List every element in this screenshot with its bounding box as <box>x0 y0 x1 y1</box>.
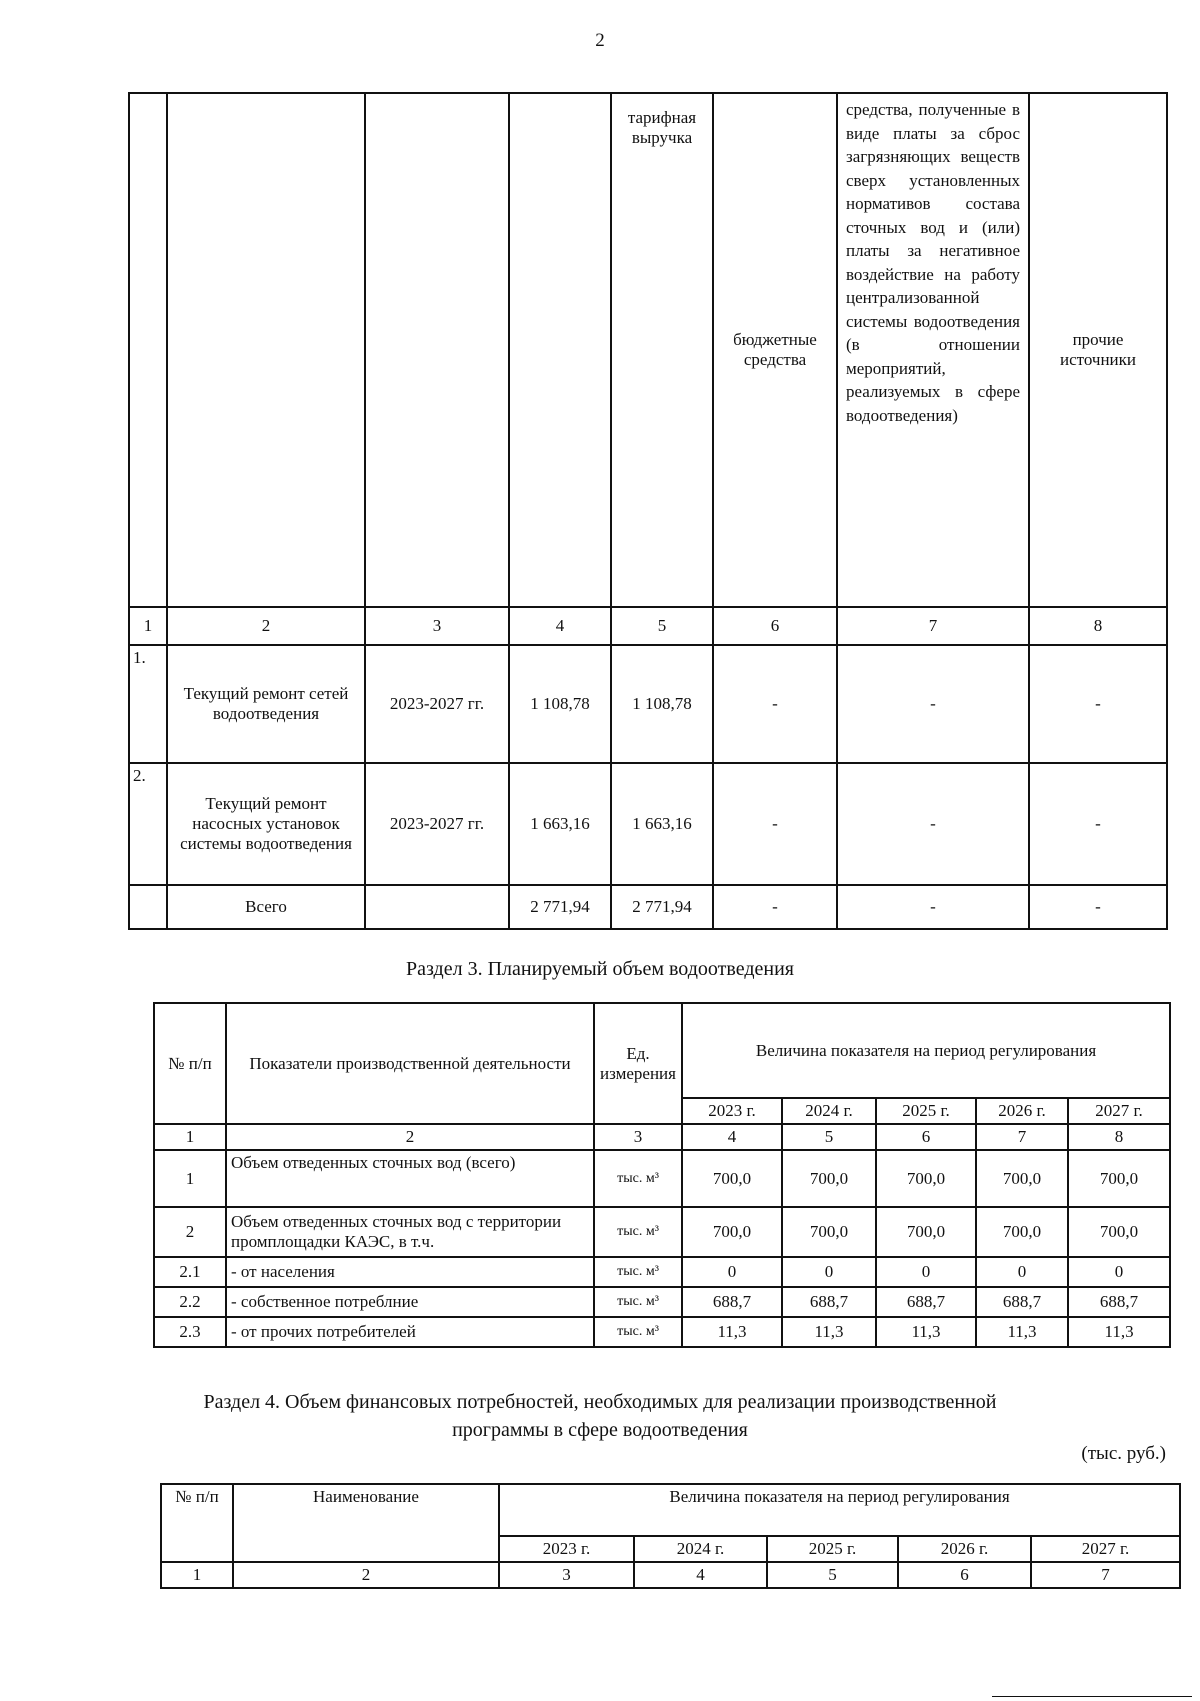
value-2024: 688,7 <box>782 1287 876 1317</box>
value-2026: 700,0 <box>976 1150 1068 1207</box>
financing-sources-table <box>128 92 1168 930</box>
value-2025: 11,3 <box>876 1317 976 1347</box>
year-header: 2027 г. <box>1031 1536 1180 1562</box>
row-number: 2 <box>154 1207 226 1257</box>
period: 2023-2027 гг. <box>365 763 509 885</box>
year-header: 2025 г. <box>876 1098 976 1124</box>
table-row <box>154 1150 1170 1207</box>
column-number: 8 <box>1068 1124 1170 1150</box>
year-header: 2027 г. <box>1068 1098 1170 1124</box>
column-number: 5 <box>767 1562 898 1588</box>
row-number: 1. <box>129 645 167 763</box>
year-header: 2024 г. <box>634 1536 767 1562</box>
column-number: 6 <box>713 607 837 645</box>
column-number: 3 <box>499 1562 634 1588</box>
bottom-rule <box>992 1696 1192 1697</box>
value-2024: 700,0 <box>782 1150 876 1207</box>
column-number: 5 <box>611 607 713 645</box>
unit: тыс. м³ <box>594 1207 682 1257</box>
indicator-name: - собственное потреблние <box>226 1287 594 1317</box>
value-2023: 688,7 <box>682 1287 782 1317</box>
tariff-amount: 1 663,16 <box>611 763 713 885</box>
header-period-value: Величина показателя на период регулирования <box>499 1484 1180 1536</box>
column-number: 2 <box>233 1562 499 1588</box>
unit: тыс. м³ <box>594 1317 682 1347</box>
column-number: 7 <box>1031 1562 1180 1588</box>
header-row-number: № п/п <box>161 1484 233 1562</box>
table-row <box>129 645 1167 763</box>
value-2023: 700,0 <box>682 1207 782 1257</box>
value-2024: 11,3 <box>782 1317 876 1347</box>
value-2025: 700,0 <box>876 1207 976 1257</box>
total-amount: 1 663,16 <box>509 763 611 885</box>
value-2026: 11,3 <box>976 1317 1068 1347</box>
period <box>365 885 509 929</box>
year-header: 2026 г. <box>898 1536 1031 1562</box>
wastewater-volume-table <box>153 1002 1171 1348</box>
value-2027: 11,3 <box>1068 1317 1170 1347</box>
column-number: 4 <box>634 1562 767 1588</box>
value-2026: 688,7 <box>976 1287 1068 1317</box>
total-row <box>129 885 1167 929</box>
value-2025: 688,7 <box>876 1287 976 1317</box>
total-amount: 1 108,78 <box>509 645 611 763</box>
value-2024: 0 <box>782 1257 876 1287</box>
section4-title-line2: программы в сфере водоотведения <box>452 1419 748 1441</box>
period: 2023-2027 гг. <box>365 645 509 763</box>
fees-amount: - <box>837 885 1029 929</box>
budget-amount: - <box>713 645 837 763</box>
fees-amount: - <box>837 763 1029 885</box>
row-number: 2.1 <box>154 1257 226 1287</box>
header-discharge-fees: средства, полученные в виде платы за сброс загрязняющих веществ сверх установленных нормативов состава сточных вод и (или) платы за негативное воздействие на работу централизованной системы водоотведения (в отношении мероприятий, реализуемых в сфере водоотведения) <box>837 93 1029 607</box>
unit: тыс. м³ <box>594 1150 682 1207</box>
year-header: 2025 г. <box>767 1536 898 1562</box>
fees-amount: - <box>837 645 1029 763</box>
column-number: 1 <box>154 1124 226 1150</box>
year-header: 2024 г. <box>782 1098 876 1124</box>
indicator-name: Объем отведенных сточных вод с территории промплощадки КАЭС, в т.ч. <box>226 1207 594 1257</box>
header-budget-funds: бюджетные средства <box>713 93 837 607</box>
value-2026: 0 <box>976 1257 1068 1287</box>
value-2027: 0 <box>1068 1257 1170 1287</box>
section3-title: Раздел 3. Планируемый объем водоотведения <box>406 958 794 980</box>
table-row <box>154 1207 1170 1257</box>
measure-name: Текущий ремонт насосных установок системы водоотведения <box>167 763 365 885</box>
column-number: 7 <box>976 1124 1068 1150</box>
column-number: 5 <box>782 1124 876 1150</box>
value-2026: 700,0 <box>976 1207 1068 1257</box>
column-number: 2 <box>167 607 365 645</box>
tariff-amount: 1 108,78 <box>611 645 713 763</box>
row-number: 1 <box>154 1150 226 1207</box>
indicator-name: Объем отведенных сточных вод (всего) <box>226 1150 594 1207</box>
total-amount: 2 771,94 <box>509 885 611 929</box>
table2-column-numbers-row <box>154 1124 1170 1150</box>
indicator-name: - от прочих потребителей <box>226 1317 594 1347</box>
header-other-sources: прочие источники <box>1029 93 1167 607</box>
year-header: 2026 г. <box>976 1098 1068 1124</box>
header-unit: Ед. измерения <box>594 1003 682 1124</box>
column-number: 3 <box>594 1124 682 1150</box>
column-number: 3 <box>365 607 509 645</box>
table2-header-row <box>154 1003 1170 1098</box>
header-period-value: Величина показателя на период регулирования <box>682 1003 1170 1098</box>
row-number: 2.3 <box>154 1317 226 1347</box>
unit: тыс. м³ <box>594 1257 682 1287</box>
value-2023: 0 <box>682 1257 782 1287</box>
value-2025: 700,0 <box>876 1150 976 1207</box>
value-2023: 700,0 <box>682 1150 782 1207</box>
other-amount: - <box>1029 645 1167 763</box>
year-header: 2023 г. <box>682 1098 782 1124</box>
column-number: 7 <box>837 607 1029 645</box>
column-number: 6 <box>876 1124 976 1150</box>
column-number: 2 <box>226 1124 594 1150</box>
budget-amount: - <box>713 885 837 929</box>
header-indicator: Показатели производственной деятельности <box>226 1003 594 1124</box>
page-number: 2 <box>595 30 605 51</box>
column-number: 4 <box>682 1124 782 1150</box>
row-number: 2.2 <box>154 1287 226 1317</box>
value-2027: 688,7 <box>1068 1287 1170 1317</box>
header-name: Наименование <box>233 1484 499 1562</box>
other-amount: - <box>1029 763 1167 885</box>
table1-column-numbers-row <box>129 607 1167 645</box>
financial-needs-table <box>160 1483 1181 1589</box>
column-number: 1 <box>161 1562 233 1588</box>
value-2027: 700,0 <box>1068 1207 1170 1257</box>
unit-note: (тыс. руб.) <box>1081 1443 1166 1464</box>
row-number <box>129 885 167 929</box>
value-2025: 0 <box>876 1257 976 1287</box>
table-row <box>154 1317 1170 1347</box>
tariff-amount: 2 771,94 <box>611 885 713 929</box>
table3-header-row <box>161 1484 1180 1536</box>
table-row <box>154 1287 1170 1317</box>
table-row <box>129 763 1167 885</box>
unit: тыс. м³ <box>594 1287 682 1317</box>
column-number: 8 <box>1029 607 1167 645</box>
column-number: 6 <box>898 1562 1031 1588</box>
column-number: 1 <box>129 607 167 645</box>
value-2027: 700,0 <box>1068 1150 1170 1207</box>
measure-name: Текущий ремонт сетей водоотведения <box>167 645 365 763</box>
header-row-number: № п/п <box>154 1003 226 1124</box>
header-tariff-revenue: тарифная выручка <box>611 93 713 607</box>
indicator-name: - от населения <box>226 1257 594 1287</box>
value-2024: 700,0 <box>782 1207 876 1257</box>
budget-amount: - <box>713 763 837 885</box>
table3-column-numbers-row <box>161 1562 1180 1588</box>
value-2023: 11,3 <box>682 1317 782 1347</box>
section4-title-line1: Раздел 4. Объем финансовых потребностей, необходимых для реализации производственной <box>203 1391 997 1413</box>
total-label: Всего <box>167 885 365 929</box>
row-number: 2. <box>129 763 167 885</box>
section4-title <box>0 1388 1200 1444</box>
table-row <box>154 1257 1170 1287</box>
other-amount: - <box>1029 885 1167 929</box>
table1-header-row <box>129 93 1167 607</box>
column-number: 4 <box>509 607 611 645</box>
year-header: 2023 г. <box>499 1536 634 1562</box>
